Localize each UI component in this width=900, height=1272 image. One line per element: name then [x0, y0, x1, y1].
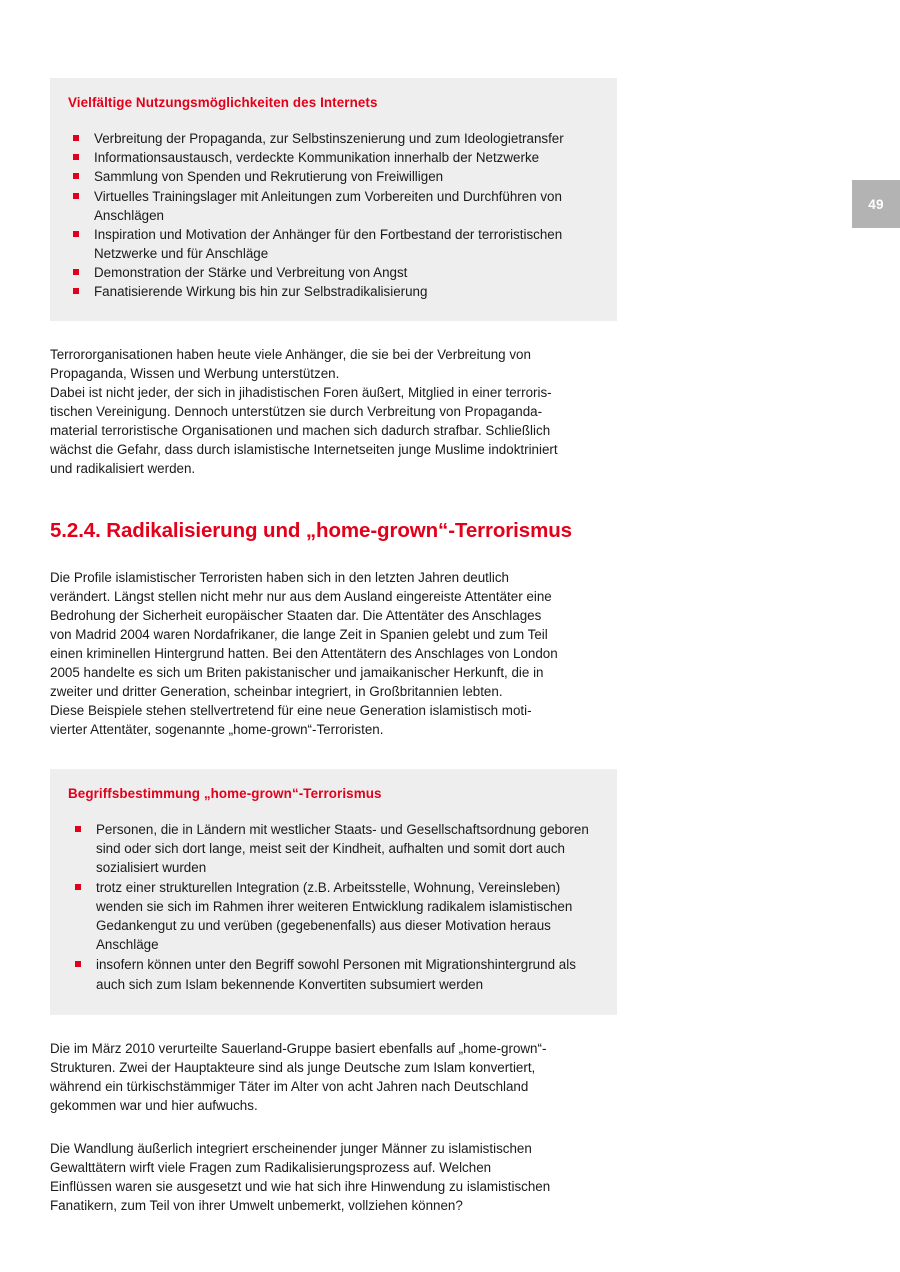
list-item-label: Sammlung von Spenden und Rekrutierung von Freiwilligen: [94, 169, 444, 185]
text-line: Diese Beispiele stehen stellvertretend für eine neue Generation islamistisch moti-: [50, 702, 532, 718]
text-line: von Madrid 2004 waren Nordafrikaner, die lange Zeit in Spanien gelebt und zum Teil: [50, 626, 548, 642]
callout-internet-usage-list: [66, 129, 595, 300]
text-line: insofern können unter den Begriff sowohl Personen mit Migrationshintergrund: [96, 957, 556, 973]
callout-internet-usage-title: Vielfältige Nutzungsmöglichkeiten des Internets: [68, 95, 378, 110]
callout-internet-usage: [50, 78, 617, 321]
spacer: [50, 739, 617, 769]
text-line: 2005 handelte es sich um Briten pakistanischer und jamaikanischer Herkunft, die in: [50, 664, 544, 680]
text-line: material terroristische Organisationen und machen sich dadurch strafbar. Schließlich: [50, 422, 551, 438]
text-line: zweiter und dritter Generation, scheinbar integriert, in Großbritannien lebten.: [50, 683, 503, 699]
page-number-tab: [852, 180, 900, 228]
section-heading: 5.2.4. Radikalisierung und „home-grown“-Terrorismus: [50, 518, 572, 542]
text-line: und radikalisiert werden.: [50, 460, 196, 476]
paragraph-profile: [50, 568, 617, 739]
square-bullet-icon: [73, 288, 79, 294]
spacer: [50, 321, 617, 345]
paragraph-wandlung: [50, 1139, 617, 1215]
square-bullet-icon: [75, 961, 81, 967]
list-item-label: Fanatisierende Wirkung bis hin zur Selbstradikalisierung: [94, 283, 428, 299]
text-line: Personen, die in Ländern mit westlicher Staats- und Gesellschaftsordnung: [96, 822, 536, 838]
text-line: Gewalttätern wirft viele Fragen zum Radikalisierungsprozess auf. Welchen: [50, 1159, 492, 1175]
list-item-label: Inspiration und Motivation der Anhänger für den Fortbestand der terroristischen Netzwerke und für Anschläge: [94, 226, 563, 261]
list-item: [66, 129, 595, 148]
square-bullet-icon: [75, 826, 81, 832]
text-line: Bedrohung der Sicherheit europäischer Staaten dar. Die Attentäter des Anschlages: [50, 607, 542, 623]
callout-begriffsbestimmung-title: Begriffsbestimmung „home-grown“-Terrorismus: [68, 785, 382, 801]
paragraph-sauerland: [50, 1039, 617, 1115]
list-item: [66, 820, 595, 877]
paragraph-terrororganisationen: [50, 345, 617, 478]
text-line: wenden sie sich im Rahmen ihrer weiteren Entwicklung radikalem islamistischen: [96, 899, 573, 915]
text-line: Dabei ist nicht jeder, der sich in jihadistischen Foren äußert, Mitglied in einer terroris-: [50, 384, 552, 400]
square-bullet-icon: [73, 173, 79, 179]
square-bullet-icon: [75, 884, 81, 890]
text-line: trotz einer strukturellen Integration (z.B. Arbeitsstelle, Wohnung, Vereinsleben): [96, 880, 561, 896]
text-line: vierter Attentäter, sogenannte „home-grown“-Terroristen.: [50, 721, 384, 737]
square-bullet-icon: [73, 154, 79, 160]
list-item: [66, 263, 595, 282]
square-bullet-icon: [73, 231, 79, 237]
list-item-label: Virtuelles Trainingslager mit Anleitungen zum Vorbereiten und Durchführen von Anschlägen: [94, 188, 562, 223]
text-line: tischen Vereinigung. Dennoch unterstützen sie durch Verbreitung von Propaganda-: [50, 403, 543, 419]
spacer: [50, 478, 617, 518]
text-line: Einflüssen waren sie ausgesetzt und wie hat sich ihre Hinwendung zu islamistischen: [50, 1178, 551, 1194]
list-item: [66, 225, 595, 263]
list-item-label: Informationsaustausch, verdeckte Kommunikation innerhalb der Netzwerke: [94, 150, 540, 166]
callout-begriffsbestimmung: [50, 769, 617, 1015]
list-item: [66, 955, 595, 993]
list-item: [66, 148, 595, 167]
page-content-column: [50, 78, 617, 1215]
list-item: [66, 878, 595, 954]
square-bullet-icon: [73, 135, 79, 141]
spacer: [50, 544, 617, 568]
text-line: Propaganda, Wissen und Werbung unterstützen.: [50, 365, 340, 381]
callout-begriffsbestimmung-list: [66, 820, 595, 993]
text-line: Die im März 2010 verurteilte Sauerland-Gruppe basiert ebenfalls auf „home-grown“-: [50, 1040, 547, 1056]
text-line: Terrororganisationen haben heute viele Anhänger, die sie bei der Verbreitung von: [50, 346, 531, 362]
list-item: [66, 282, 595, 301]
spacer: [50, 1115, 617, 1139]
list-item-label: Demonstration der Stärke und Verbreitung von Angst: [94, 264, 408, 280]
square-bullet-icon: [73, 193, 79, 199]
text-line: einen kriminellen Hintergrund hatten. Bei den Attentätern des Anschlages von London: [50, 645, 558, 661]
text-line: als auch sich zum Islam bekennende Konvertiten subsumiert werden: [96, 957, 576, 992]
spacer: [50, 1015, 617, 1039]
text-line: Gedankengut zu und verüben (gegebenenfalls) aus dieser Motivation heraus: [96, 918, 551, 934]
text-line: wächst die Gefahr, dass durch islamistische Internetseiten junge Muslime indoktriniert: [50, 441, 558, 457]
list-item-label: Verbreitung der Propaganda, zur Selbstinszenierung und zum Ideologietransfer: [94, 131, 564, 147]
list-item: [66, 187, 595, 225]
text-line: geboren sind oder sich dort lange, meist seit der Kindheit, aufhalten und somit: [96, 822, 589, 857]
list-item: [66, 167, 595, 186]
text-line: verändert. Längst stellen nicht mehr nur aus dem Ausland eingereiste Attentäter eine: [50, 588, 552, 604]
text-line: gekommen war und hier aufwuchs.: [50, 1097, 258, 1113]
text-line: während ein türkischstämmiger Täter im Alter von acht Jahren nach Deutschland: [50, 1078, 529, 1094]
text-line: Die Wandlung äußerlich integriert erscheinender junger Männer zu islamistischen: [50, 1140, 532, 1156]
text-line: Fanatikern, zum Teil von ihrer Umwelt unbemerkt, vollziehen können?: [50, 1197, 463, 1213]
page-number-label: 49: [868, 196, 884, 212]
text-line: dort auch sozialisiert wurden: [96, 841, 565, 876]
square-bullet-icon: [73, 269, 79, 275]
text-line: Die Profile islamistischer Terroristen haben sich in den letzten Jahren deutlich: [50, 569, 509, 585]
text-line: Strukturen. Zwei der Hauptakteure sind als junge Deutsche zum Islam konvertiert,: [50, 1059, 536, 1075]
text-line: Anschläge: [96, 937, 159, 953]
